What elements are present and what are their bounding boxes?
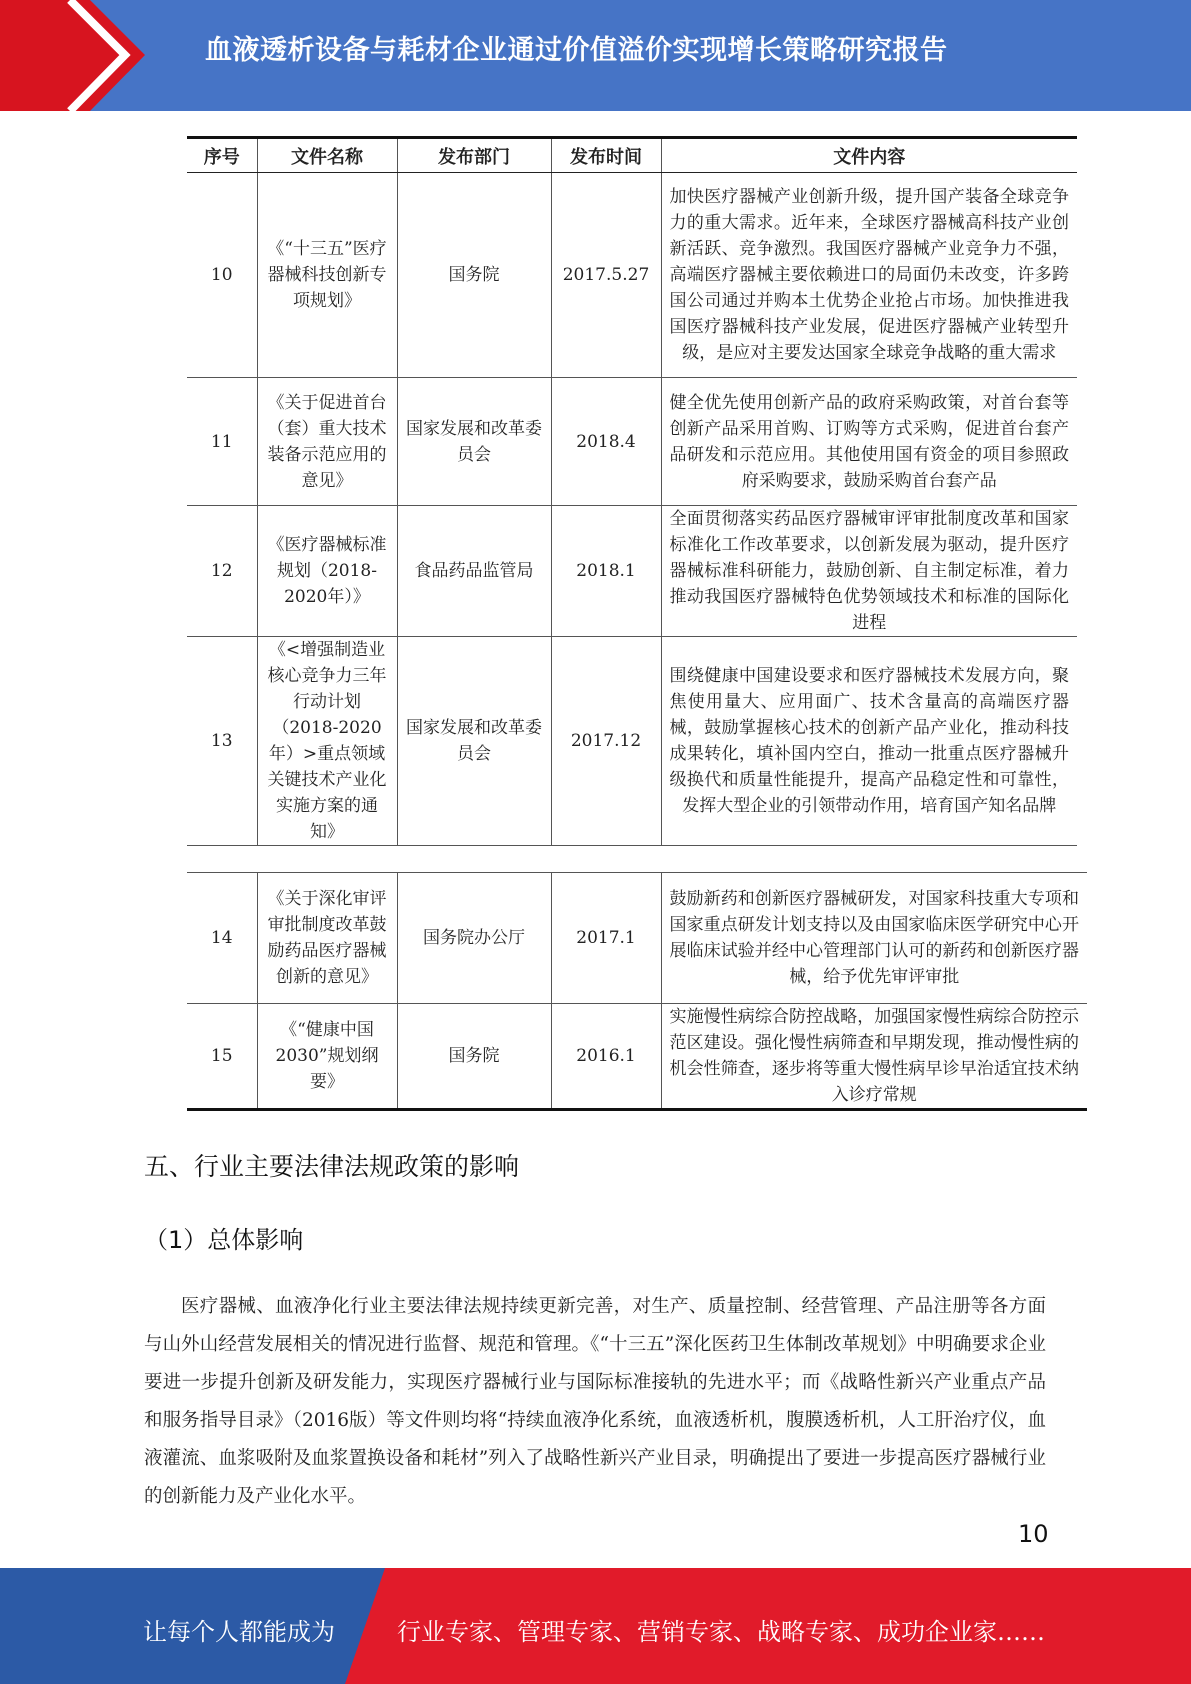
cell-date: 2018.1 bbox=[551, 506, 661, 637]
cell-dept: 国务院办公厅 bbox=[397, 873, 551, 1004]
column-header-dept: 发布部门 bbox=[397, 138, 551, 173]
footer-slogan-left: 让每个人都能成为 bbox=[143, 1618, 335, 1646]
cell-content: 实施慢性病综合防控战略，加强国家慢性病综合防控示范区建设。强化慢性病筛查和早期发现，推动慢性病的机会性筛查，逐步将等重大慢性病早诊早治适宜技术纳入诊疗常规 bbox=[661, 1004, 1087, 1110]
cell-dept: 国务院 bbox=[397, 173, 551, 378]
footer-slogan-right: 行业专家、管理专家、营销专家、战略专家、成功企业家…… bbox=[397, 1618, 1045, 1646]
cell-no: 13 bbox=[187, 637, 257, 846]
cell-date: 2017.5.27 bbox=[551, 173, 661, 378]
cell-no: 11 bbox=[187, 378, 257, 506]
page-footer bbox=[0, 1568, 1191, 1684]
cell-no: 14 bbox=[187, 873, 257, 1004]
table-row bbox=[187, 1004, 1087, 1110]
cell-content: 健全优先使用创新产品的政府采购政策，对首台套等创新产品采用首购、订购等方式采购，促进首台套产品研发和示范应用。其他使用国有资金的项目参照政府采购要求，鼓励采购首台套产品 bbox=[661, 378, 1077, 506]
table-row bbox=[187, 506, 1077, 637]
column-header-content: 文件内容 bbox=[661, 138, 1077, 173]
table-row bbox=[187, 378, 1077, 506]
cell-name: 《关于促进首台（套）重大技术装备示范应用的意见》 bbox=[257, 378, 397, 506]
cell-content: 加快医疗器械产业创新升级，提升国产装备全球竞争力的重大需求。近年来，全球医疗器械高科技产业创新活跃、竞争激烈。我国医疗器械产业竞争力不强，高端医疗器械主要依赖进口的局面仍未改变，许多跨国公司通过并购本土优势企业抢占市场。加快推进我国医疗器械科技产业发展，促进医疗器械产业转型升级，是应对主要发达国家全球竞争战略的重大需求 bbox=[661, 173, 1077, 378]
cell-date: 2017.12 bbox=[551, 637, 661, 846]
page-number: 10 bbox=[1018, 1520, 1049, 1548]
column-header-no: 序号 bbox=[187, 138, 257, 173]
table-header-row bbox=[187, 138, 1077, 173]
table-row bbox=[187, 873, 1087, 1004]
policy-table bbox=[187, 136, 1077, 846]
section-title: 五、行业主要法律法规政策的影响 bbox=[144, 1152, 520, 1181]
cell-date: 2017.1 bbox=[551, 873, 661, 1004]
header-chevron-decoration bbox=[0, 0, 150, 111]
cell-content: 鼓励新药和创新医疗器械研发，对国家科技重大专项和国家重点研发计划支持以及由国家临床医学研究中心开展临床试验并经中心管理部门认可的新药和创新医疗器械，给予优先审评审批 bbox=[661, 873, 1087, 1004]
table-row bbox=[187, 173, 1077, 378]
cell-dept: 国家发展和改革委员会 bbox=[397, 378, 551, 506]
cell-name: 《“健康中国2030”规划纲要》 bbox=[257, 1004, 397, 1110]
cell-date: 2018.4 bbox=[551, 378, 661, 506]
cell-dept: 食品药品监管局 bbox=[397, 506, 551, 637]
cell-name: 《关于深化审评审批制度改革鼓励药品医疗器械创新的意见》 bbox=[257, 873, 397, 1004]
cell-name: 《“十三五”医疗器械科技创新专项规划》 bbox=[257, 173, 397, 378]
column-header-date: 发布时间 bbox=[551, 138, 661, 173]
report-title: 血液透析设备与耗材企业通过价值溢价实现增长策略研究报告 bbox=[205, 35, 948, 66]
cell-content: 全面贯彻落实药品医疗器械审评审批制度改革和国家标准化工作改革要求，以创新发展为驱动，提升医疗器械标准科研能力，鼓励创新、自主制定标准，着力推动我国医疗器械特色优势领域技术和标准的国际化进程 bbox=[661, 506, 1077, 637]
cell-name: 《医疗器械标准规划（2018-2020年）》 bbox=[257, 506, 397, 637]
cell-no: 12 bbox=[187, 506, 257, 637]
cell-date: 2016.1 bbox=[551, 1004, 661, 1110]
policy-table-continued bbox=[187, 872, 1087, 1111]
cell-name: 《<增强制造业核心竞争力三年行动计划（2018-2020年）>重点领域关键技术产业化实施方案的通知》 bbox=[257, 637, 397, 846]
cell-no: 10 bbox=[187, 173, 257, 378]
cell-no: 15 bbox=[187, 1004, 257, 1110]
table-row bbox=[187, 637, 1077, 846]
body-paragraph: 医疗器械、血液净化行业主要法律法规持续更新完善，对生产、质量控制、经营管理、产品注册等各方面与山外山经营发展相关的情况进行监督、规范和管理。《“十三五”深化医药卫生体制改革规划》中明确要求企业要进一步提升创新及研发能力，实现医疗器械行业与国际标准接轨的先进水平；而《战略性新兴产业重点产品和服务指导目录》（2016版）等文件则均将“持续血液净化系统，血液透析机，腹膜透析机，人工肝治疗仪，血液灌流、血浆吸附及血浆置换设备和耗材”列入了战略性新兴产业目录，明确提出了要进一步提高医疗器械行业的创新能力及产业化水平。 bbox=[144, 1296, 1046, 1507]
cell-dept: 国务院 bbox=[397, 1004, 551, 1110]
page-header bbox=[0, 0, 1191, 111]
cell-dept: 国家发展和改革委员会 bbox=[397, 637, 551, 846]
cell-content: 围绕健康中国建设要求和医疗器械技术发展方向，聚焦使用量大、应用面广、技术含量高的高端医疗器械，鼓励掌握核心技术的创新产品产业化，推动科技成果转化，填补国内空白，推动一批重点医疗器械升级换代和质量性能提升，提高产品稳定性和可靠性，发挥大型企业的引领带动作用，培育国产知名品牌 bbox=[661, 637, 1077, 846]
column-header-name: 文件名称 bbox=[257, 138, 397, 173]
subsection-title: （1）总体影响 bbox=[144, 1226, 304, 1254]
